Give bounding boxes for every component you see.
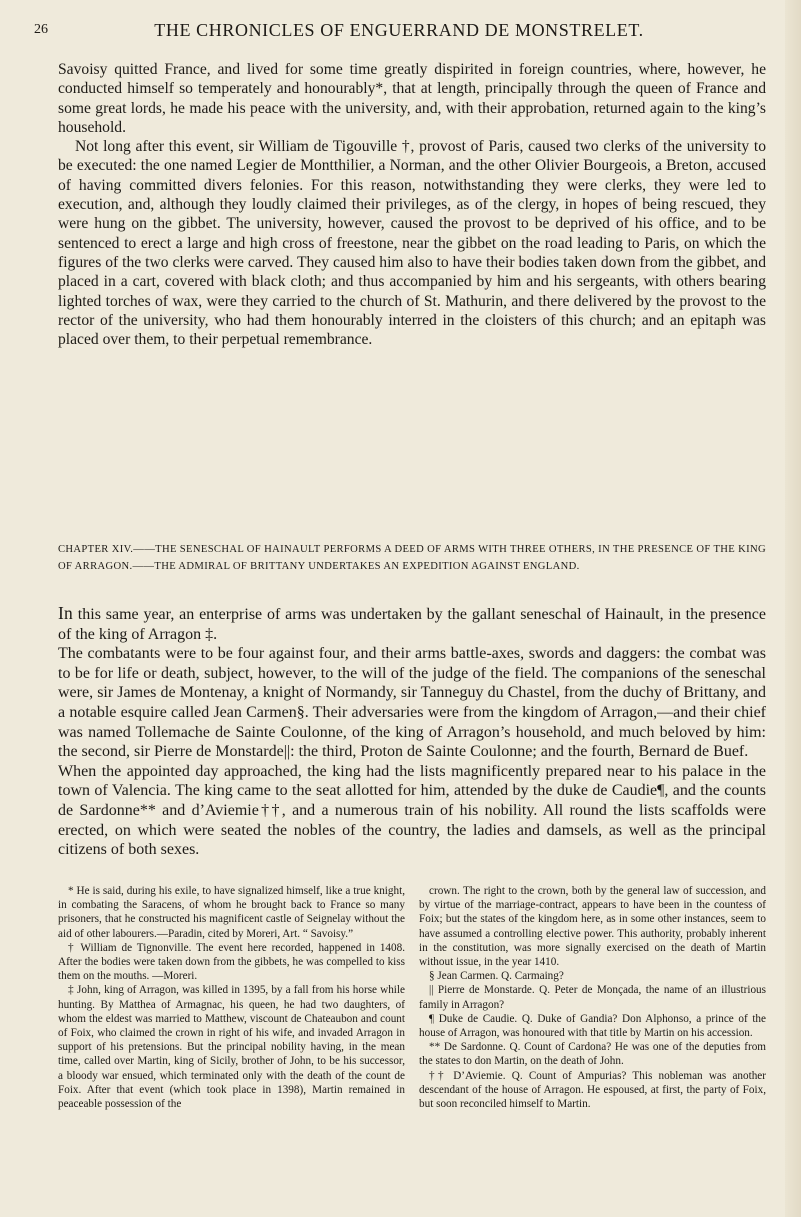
page-number: 26 xyxy=(34,22,48,37)
footnotes xyxy=(58,884,766,1111)
footnote: * He is said, during his exile, to have signalized himself, like a true knight, in combating the Saracens, of whom he brought back to France so many prisoners, that he constructed his magnificent castle of Seignelay without the aid of other labourers.—Paradin, cited by Moreri, Art. “ Savoisy.” xyxy=(58,885,405,940)
page-edge xyxy=(785,0,801,1217)
footnote: †† D’Aviemie. Q. Count of Ampurias? This nobleman was another descendant of the house of Arragon. He espoused, at first, the party of Foix, but soon reconciled himself to Martin. xyxy=(419,1069,766,1111)
main-text-section-one xyxy=(58,60,766,349)
main-text-section-two xyxy=(58,604,766,860)
chapter-heading: CHAPTER XIV.——THE SENESCHAL OF HAINAULT PERFORMS A DEED OF ARMS WITH THREE OTHERS, IN THE PRESENCE OF THE KING OF ARRAGON.——THE ADMIRAL OF BRITTANY UNDERTAKES AN EXPEDITION AGAINST ENGLAND. xyxy=(58,544,766,572)
footnote: § Jean Carmen. Q. Carmaing? xyxy=(429,970,564,983)
footnote: † William de Tignonville. The event here recorded, happened in 1408. After the bodies were taken down from the gibbets, he was compelled to kiss them on the mouths. —Moreri. xyxy=(58,941,405,983)
paragraph xyxy=(58,604,766,644)
running-head: THE CHRONICLES OF ENGUERRAND DE MONSTRELET. xyxy=(154,20,644,40)
footnote: ‡ John, king of Arragon, was killed in 1395, by a fall from his horse while hunting. By Matthea of Armagnac, his queen, he had two daughters, of whom the eldest was married to Matthew, viscount de Chateaubon and count of Foix, who claimed the crown in right of his wife, and invaded Arragon in support of his pretensions. But the principal nobility having, in the mean time, called over Martin, king of Sicily, brother of John, to be his successor, a bloody war ensued, which terminated only with the death of the count de Foix. After that event (which took place in 1398), Martin remained in peaceable possession of the xyxy=(58,984,405,1111)
paragraph: When the appointed day approached, the king had the lists magnificently prepared near to his palace in the town of Valencia. The king came to the seat allotted for him, attended by the duke de Caudie¶, and the counts de Sardonne** and d’Aviemie††, and a numerous train of his nobility. All round the lists scaffolds were erected, on which were seated the nobles of the country, the ladies and damsels, as well as the principal citizens of both sexes. xyxy=(58,762,766,859)
paragraph-text: this same year, an enterprise of arms was undertaken by the gallant seneschal of Hainault, in the presence of the king of Arragon ‡. xyxy=(58,606,766,643)
footnote: || Pierre de Monstarde. Q. Peter de Monçada, the name of an illustrious family in Arragon? xyxy=(419,984,766,1011)
lead-word: In xyxy=(58,603,73,623)
footnote: ¶ Duke de Caudie. Q. Duke of Gandia? Don Alphonso, a prince of the house of Arragon, was honoured with that title by Martin on his accession. xyxy=(419,1012,766,1040)
footnote: ** De Sardonne. Q. Count of Cardona? He was one of the deputies from the states to don Martin, on the death of John. xyxy=(419,1041,766,1068)
footnote-column-left xyxy=(58,884,405,1111)
paragraph: Not long after this event, sir William de Tigouville †, provost of Paris, caused two clerks of the university to be executed: the one named Legier de Montthilier, a Norman, and the other Olivier Bourgeois, a Breton, accused of having committed divers felonies. For this reason, notwithstanding they were clerks, they were led to execution, and, although they loudly claimed their privileges, as of the clergy, in hopes of being rescued, they were hung on the gibbet. The university, however, caused the provost to be deprived of his office, and to be sentenced to erect a large and high cross of freestone, near the gibbet on the road leading to Paris, on which the figures of the two clerks were carved. They caused him also to have their bodies taken down from the gibbet, and placed in a cart, covered with black cloth; and thus accompanied by him and his sergeants, with others bearing lighted torches of wax, were they carried to the church of St. Mathurin, and there delivered by the provost to the rector of the university, who had them honourably interred in the cloisters of this church; and an epitaph was placed over them, to their perpetual remembrance. xyxy=(58,138,766,349)
footnote: crown. The right to the crown, both by the general law of succession, and by virtue of the marriage-contract, appears to have been in the countess of Foix; but the states of the kingdom here, as in some other instances, seem to have assumed a controlling elective power. This authority, probably inherent in the constitution, was more signally exercised on the death of Martin without issue, in the year 1410. xyxy=(419,885,766,969)
paragraph: The combatants were to be four against four, and their arms battle-axes, swords and daggers: the combat was to be for life or death, subject, however, to the will of the judge of the field. The companions of the seneschal were, sir James de Montenay, a knight of Normandy, sir Tanneguy du Chastel, from the duchy of Brittany, and a notable esquire called Jean Carmen§. Their adversaries were from the kingdom of Arragon,—and their chief was named Tollemache de Sainte Coulonne, of the king of Arragon’s household, and much beloved by him: the second, sir Pierre de Monstarde||: the third, Proton de Sainte Coulonne; and the fourth, Bernard de Buef. xyxy=(58,645,766,761)
footnote-column-right xyxy=(419,884,766,1111)
paragraph: Savoisy quitted France, and lived for some time greatly dispirited in foreign countries, where, however, he conducted himself so temperately and honourably*, that at length, principally through the queen of France and some great lords, he made his peace with the university, and, with their approbation, returned again to the king’s household. xyxy=(58,61,766,136)
page-header xyxy=(34,20,764,44)
